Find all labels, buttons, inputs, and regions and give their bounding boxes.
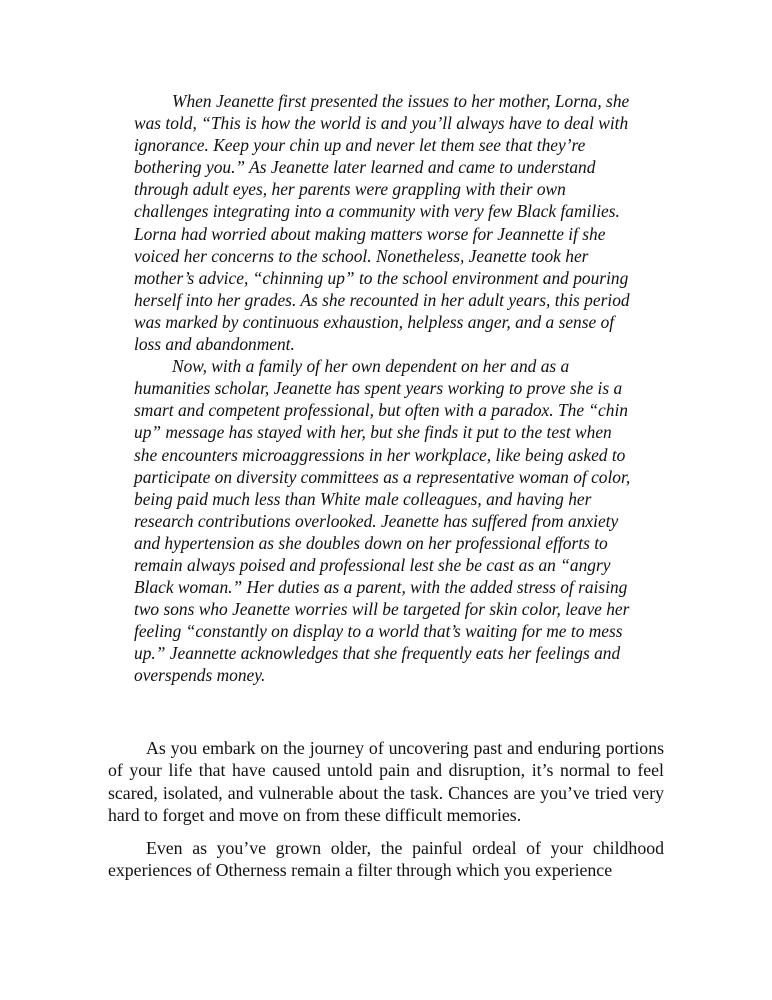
quote-paragraph: Now, with a family of her own dependent on her and as a humanities scholar, Jeanette has spent years working to prove she is a smart and competent professional, but often with a paradox. The “chin up” message has stayed with her, but she finds it put to the test when she encounters microaggressions in her workplace, like being asked to participate on diversity committees as a representative woman of color, being paid much less than White male colleagues, and having her research contributions overlooked. Jeanette has suffered from anxiety and hypertension as she doubles down on her professional efforts to remain always poised and professional lest she be cast as an “angry Black woman.” Her duties as a parent, with the added stress of raising two sons who Jeanette worries will be targeted for skin color, leave her feeling “constantly on display to a world that’s waiting for me to mess up.” Jeannette acknowledges that she frequently eats her feelings and overspends money. bbox=[134, 356, 631, 686]
body-text bbox=[108, 737, 664, 891]
body-paragraph: Even as you’ve grown older, the painful ordeal of your childhood experiences of Otherness remain a filter through which you experience bbox=[108, 837, 664, 881]
quote-paragraph: When Jeanette first presented the issues to her mother, Lorna, she was told, “This is how the world is and you’ll always have to deal with ignorance. Keep your chin up and never let them see that they’re bothering you.” As Jeanette later learned and came to understand through adult eyes, her parents were grappling with their own challenges integrating into a community with very few Black families. Lorna had worried about making matters worse for Jeannette if she voiced her concerns to the school. Nonetheless, Jeanette took her mother’s advice, “chinning up” to the school environment and pouring herself into her grades. As she recounted in her adult years, this period was marked by continuous exhaustion, helpless anger, and a sense of loss and abandonment. bbox=[134, 91, 630, 355]
case-study-quote bbox=[134, 90, 632, 687]
body-paragraph: As you embark on the journey of uncovering past and enduring portions of your life that have caused untold pain and disruption, it’s normal to feel scared, isolated, and vulnerable about the task. Chances are you’ve tried very hard to forget and move on from these difficult memories. bbox=[108, 738, 664, 826]
